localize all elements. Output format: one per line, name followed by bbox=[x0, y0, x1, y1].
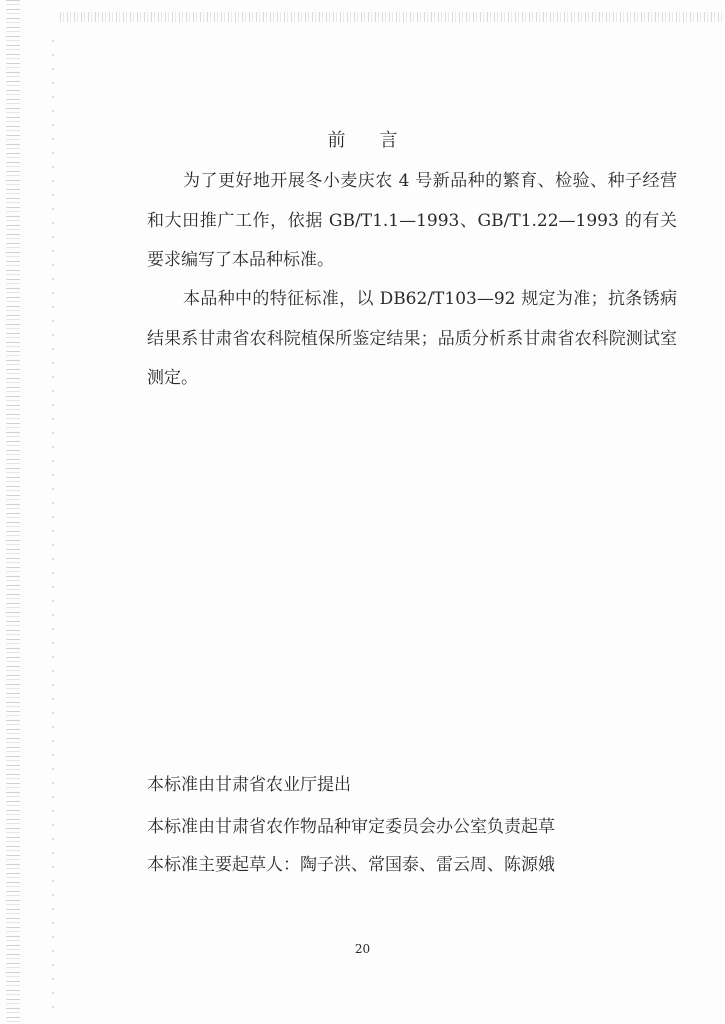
footer-proposer: 本标准由甘肃省农业厅提出 bbox=[147, 775, 351, 795]
paragraph-1: 为了更好地开展冬小麦庆农 4 号新品种的繁育、检验、种子经营和大田推广工作，依据 GB/T1.1—1993、GB/T1.22—1993 的有关要求编写了本品种标准。 bbox=[147, 171, 677, 270]
scan-noise-margin bbox=[52, 40, 54, 1020]
scan-noise-left bbox=[6, 0, 20, 1024]
footer-authors: 本标准主要起草人：陶子洪、常国泰、雷云周、陈源娥 bbox=[147, 855, 555, 875]
paragraph-2: 本品种中的特征标准，以 DB62/T103—92 规定为准；抗条锈病结果系甘肃省农科院植保所鉴定结果；品质分析系甘肃省农科院测试室测定。 bbox=[147, 289, 677, 388]
section-heading: 前言 bbox=[327, 130, 432, 151]
footer-drafter: 本标准由甘肃省农作物品种审定委员会办公室负责起草 bbox=[147, 817, 555, 837]
scan-noise-top bbox=[60, 12, 725, 22]
page-number: 20 bbox=[354, 942, 371, 956]
